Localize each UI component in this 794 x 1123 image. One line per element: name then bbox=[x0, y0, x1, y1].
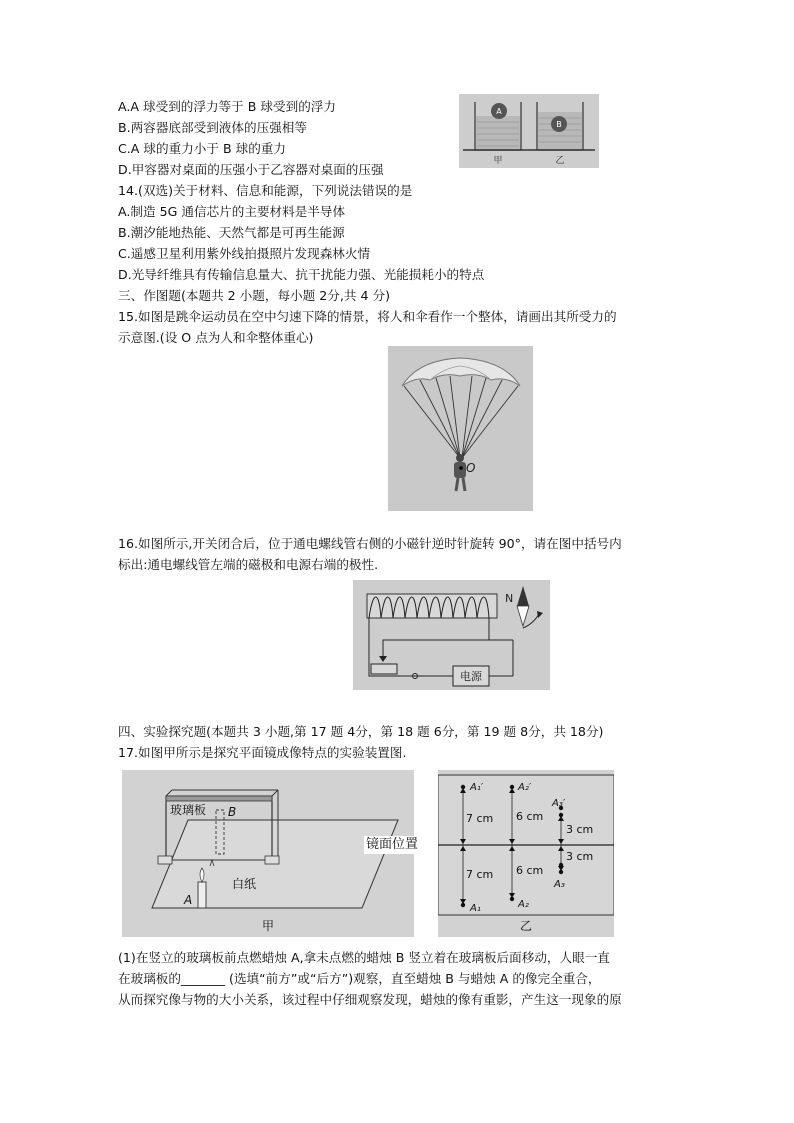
mirror-position-label: 镜面位置 bbox=[366, 837, 419, 852]
svg-text:O: O bbox=[466, 461, 476, 475]
svg-text:A₃′: A₃′ bbox=[552, 798, 566, 809]
svg-text:7 cm: 7 cm bbox=[466, 868, 494, 881]
q17-stem: 17.如图甲所示是探究平面镜成像特点的实验装置图. bbox=[118, 745, 407, 760]
svg-text:A: A bbox=[496, 107, 502, 116]
svg-text:白纸: 白纸 bbox=[232, 877, 257, 891]
q13-option-a: A.A 球受到的浮力等于 B 球受到的浮力 bbox=[118, 99, 336, 114]
svg-text:6 cm: 6 cm bbox=[516, 810, 544, 823]
solenoid-circuit-figure bbox=[353, 580, 550, 690]
q15-line-1: 15.如图是跳伞运动员在空中匀速下降的情景，将人和伞看作一个整体，请画出其所受力的 bbox=[118, 309, 617, 324]
section-4-heading: 四、实验探究题(本题共 3 小题,第 17 题 4分，第 18 题 6分，第 19 题 8分，共 18分) bbox=[118, 724, 604, 739]
parachute-figure bbox=[388, 346, 533, 511]
svg-text:乙: 乙 bbox=[555, 156, 565, 166]
svg-text:电源: 电源 bbox=[460, 670, 482, 683]
q14-option-a: A.制造 5G 通信芯片的主要材料是半导体 bbox=[118, 204, 346, 219]
q13-option-c: C.A 球的重力小于 B 球的重力 bbox=[118, 141, 286, 156]
svg-text:A₂′: A₂′ bbox=[518, 782, 532, 793]
svg-text:A₁′: A₁′ bbox=[470, 782, 484, 793]
svg-text:乙: 乙 bbox=[519, 919, 533, 933]
q17-part1-line-2: 在玻璃板的_______ (选填“前方”或“后方”)观察，直至蜡烛 B 与蜡烛 A 的像完全重合， bbox=[118, 971, 601, 986]
q13-option-b: B.两容器底部受到液体的压强相等 bbox=[118, 120, 307, 135]
svg-text:A: A bbox=[184, 893, 193, 907]
svg-text:玻璃板: 玻璃板 bbox=[170, 803, 207, 817]
svg-text:A₁: A₁ bbox=[470, 903, 481, 914]
svg-text:B: B bbox=[228, 805, 237, 819]
q17-part1-line-1: (1)在竖立的玻璃板前点燃蜡烛 A,拿未点燃的蜡烛 B 竖立着在玻璃板后面移动，人眼一直 bbox=[118, 950, 610, 965]
q14-option-c: C.遥感卫星利用紫外线拍摄照片发现森林火情 bbox=[118, 246, 371, 261]
svg-text:甲: 甲 bbox=[261, 919, 275, 933]
q15-line-2: 示意图.(设 O 点为人和伞整体重心) bbox=[118, 330, 314, 345]
svg-text:N: N bbox=[505, 592, 514, 605]
q17-part1-line-3: 从而探究像与物的大小关系，该过程中仔细观察发现，蜡烛的像有重影，产生这一现象的原 bbox=[118, 992, 622, 1007]
q14-stem: 14.(双选)关于材料、信息和能源，下列说法错误的是 bbox=[118, 183, 413, 198]
q16-line-1: 16.如图所示,开关闭合后，位于通电螺线管右侧的小磁针逆时针旋转 90°，请在图中括号内 bbox=[118, 536, 622, 551]
svg-text:3 cm: 3 cm bbox=[566, 850, 594, 863]
center-of-gravity-point bbox=[459, 466, 463, 470]
svg-text:6 cm: 6 cm bbox=[516, 864, 544, 877]
svg-text:B: B bbox=[556, 120, 562, 129]
q13-option-d: D.甲容器对桌面的压强小于乙容器对桌面的压强 bbox=[118, 162, 384, 177]
q14-option-b: B.潮汐能地热能、天然气都是可再生能源 bbox=[118, 225, 345, 240]
q16-line-2: 标出:通电螺线管左端的磁极和电源右端的极性. bbox=[118, 557, 379, 572]
svg-text:A₂: A₂ bbox=[518, 899, 529, 910]
svg-text:A₃: A₃ bbox=[554, 879, 565, 890]
svg-text:甲: 甲 bbox=[493, 156, 503, 166]
section-3-heading: 三、作图题(本题共 2 小题，每小题 2分,共 4 分) bbox=[118, 288, 390, 303]
mirror-experiment-figure-b bbox=[438, 770, 614, 937]
svg-text:7 cm: 7 cm bbox=[466, 812, 494, 825]
q14-option-d: D.光导纤维具有传输信息量大、抗干扰能力强、光能损耗小的特点 bbox=[118, 267, 485, 282]
q13-containers-figure bbox=[459, 94, 599, 168]
svg-text:3 cm: 3 cm bbox=[566, 823, 594, 836]
